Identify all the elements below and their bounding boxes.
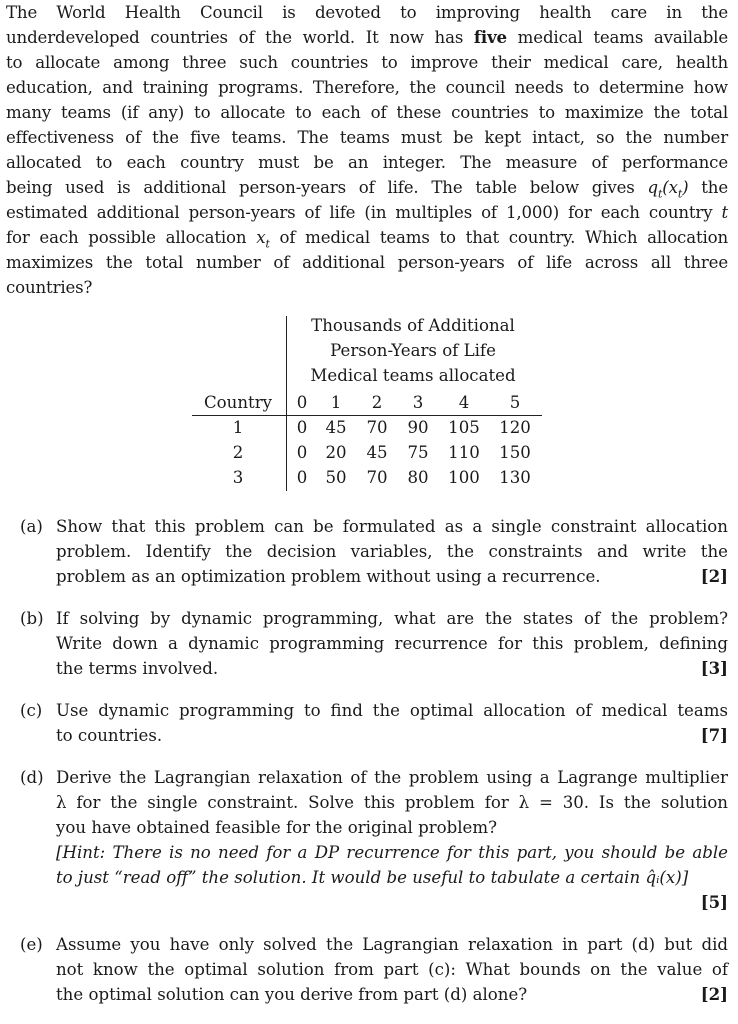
q-subscript: t — [657, 187, 663, 201]
table-horizontal-rule — [192, 415, 542, 416]
intro-line: education, and training programs. Therefore, the council needs to determine how — [6, 78, 728, 97]
part-line — [56, 656, 728, 681]
column-header: 5 — [509, 393, 521, 412]
part-label: (d) — [20, 768, 44, 787]
table-header-line: Person-Years of Life — [330, 341, 496, 360]
intro-line — [6, 200, 728, 225]
table-cell: 150 — [499, 443, 531, 462]
effectiveness-table — [190, 316, 542, 496]
marks-badge: [3] — [700, 658, 728, 679]
table-cell: 70 — [366, 468, 388, 487]
marks-badge: [7] — [700, 725, 728, 746]
part-label: (e) — [20, 935, 43, 954]
part-line: Assume you have only solved the Lagrangian relaxation in part (d) but did — [56, 935, 728, 954]
table-cell: 0 — [296, 468, 308, 487]
x-variable — [256, 228, 270, 251]
country-label: 3 — [232, 468, 244, 487]
part-label: (c) — [20, 701, 43, 720]
q-function — [647, 178, 689, 201]
q-arg-subscript: t — [677, 187, 683, 201]
part-line — [56, 564, 728, 589]
hint-line: to just “read off” the solution. It would be useful to tabulate a certain q̂ᵢ(x)] — [56, 868, 689, 888]
country-column-label: Country — [203, 393, 273, 412]
part-body — [56, 698, 728, 748]
table-cell: 20 — [325, 443, 347, 462]
intro-text: estimated additional person-years of life (in multiples of 1,000) for each country — [6, 203, 722, 222]
part-line: you have obtained feasible for the original problem? — [56, 818, 497, 838]
table-cell: 0 — [296, 418, 308, 437]
hint-line: [Hint: There is no need for a DP recurrence for this part, you should be able — [56, 843, 728, 863]
table-cell: 105 — [448, 418, 480, 437]
five-emphasis: five — [473, 27, 507, 47]
marks-badge: [2] — [700, 566, 728, 587]
part-text: to countries. — [56, 726, 163, 746]
part-label: (b) — [20, 609, 44, 628]
table-cell: 90 — [407, 418, 429, 437]
marks-badge: [5] — [700, 892, 728, 913]
column-header: 3 — [412, 393, 424, 412]
q-symbol: q — [647, 178, 658, 197]
t-variable: t — [721, 203, 728, 222]
country-label: 2 — [232, 443, 244, 462]
table-header-line: Thousands of Additional — [311, 316, 515, 335]
table-cell: 130 — [499, 468, 531, 487]
part-body — [56, 765, 728, 916]
part-label: (a) — [20, 517, 43, 536]
intro-text: of medical teams to that country. Which allocation — [269, 228, 728, 247]
part-line — [56, 723, 728, 748]
intro-line: allocated to each country must be an integer. The measure of performance — [6, 153, 728, 172]
x-subscript: t — [265, 237, 270, 251]
part-line: not know the optimal solution from part (c): What bounds on the value of — [56, 960, 728, 980]
x-symbol: x — [256, 228, 266, 247]
part-body — [56, 514, 728, 589]
column-header: 2 — [371, 393, 383, 412]
table-header-line: Medical teams allocated — [310, 366, 516, 385]
table-cell: 45 — [366, 443, 388, 462]
part-line: Show that this problem can be formulated as a single constraint allocation — [56, 517, 728, 536]
intro-text: the — [688, 178, 728, 197]
intro-line: countries? — [6, 278, 93, 297]
q-arg: (x — [662, 178, 678, 197]
part-body — [56, 932, 728, 1007]
intro-line — [6, 25, 728, 50]
intro-text: underdeveloped countries of the world. It now has — [6, 28, 474, 47]
marks-badge: [2] — [700, 984, 728, 1005]
part-text: the terms involved. — [56, 659, 219, 679]
part-line: Use dynamic programming to find the optimal allocation of medical teams — [56, 701, 728, 720]
column-header: 0 — [296, 393, 308, 412]
table-cell: 0 — [296, 443, 308, 462]
intro-line: The World Health Council is devoted to improving health care in the — [6, 3, 728, 22]
intro-text: medical teams available — [506, 28, 728, 47]
part-body — [56, 606, 728, 681]
intro-text: for each possible allocation — [6, 228, 257, 247]
intro-line: effectiveness of the five teams. The teams must be kept intact, so the number — [6, 128, 728, 147]
intro-line: maximizes the total number of additional person-years of life across all three — [6, 253, 728, 272]
table-cell: 120 — [499, 418, 531, 437]
table-cell: 70 — [366, 418, 388, 437]
table-cell: 110 — [448, 443, 480, 462]
part-line: λ for the single constraint. Solve this problem for λ = 30. Is the solution — [56, 793, 728, 813]
table-cell: 45 — [325, 418, 347, 437]
intro-line: many teams (if any) to allocate to each of these countries to maximize the total — [6, 103, 728, 122]
country-label: 1 — [232, 418, 244, 437]
part-line: problem. Identify the decision variables, the constraints and write the — [56, 542, 728, 562]
intro-line: to allocate among three such countries to improve their medical care, health — [6, 53, 728, 72]
column-header: 4 — [458, 393, 470, 412]
table-cell: 50 — [325, 468, 347, 487]
part-line — [56, 982, 728, 1007]
table-cell: 80 — [407, 468, 429, 487]
q-close: ) — [682, 178, 689, 197]
part-line: Derive the Lagrangian relaxation of the problem using a Lagrange multiplier — [56, 768, 728, 787]
column-header: 1 — [330, 393, 342, 412]
intro-text: being used is additional person-years of life. The table below gives — [6, 178, 648, 197]
part-text: the optimal solution can you derive from part (d) alone? — [56, 985, 528, 1005]
table-cell: 100 — [448, 468, 480, 487]
part-text: problem as an optimization problem without using a recurrence. — [56, 567, 601, 587]
table-cell: 75 — [407, 443, 429, 462]
part-line: If solving by dynamic programming, what are the states of the problem? — [56, 609, 728, 628]
part-line: Write down a dynamic programming recurrence for this problem, defining — [56, 634, 728, 654]
